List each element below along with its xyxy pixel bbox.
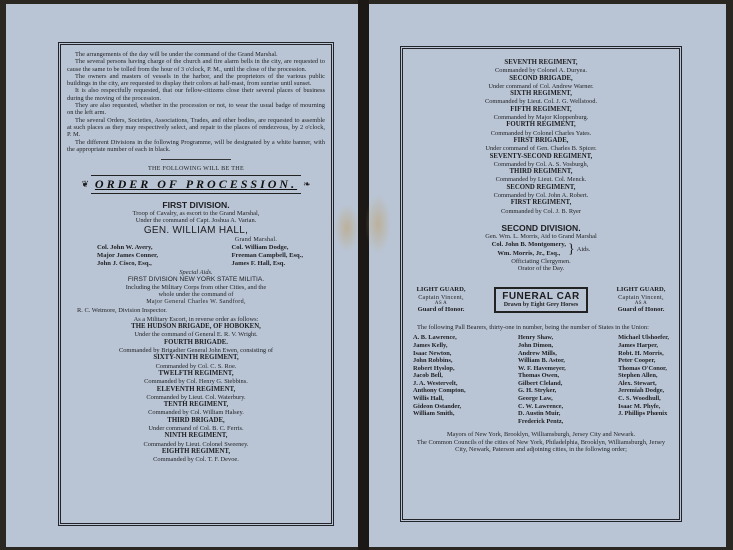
militia-heading: FIRST DIVISION NEW YORK STATE MILITIA. bbox=[127, 275, 265, 283]
second-division-heading: SECOND DIVISION. bbox=[501, 222, 581, 233]
funeral-car-horses: Drawn by Eight Grey Horses bbox=[503, 302, 579, 309]
unit-name: SIXTH REGIMENT, bbox=[510, 90, 572, 98]
militia-commander: Major General Charles W. Sandford, bbox=[146, 298, 246, 305]
orator-line: Orator of the Day. bbox=[517, 265, 565, 273]
militia-line: whole under the command of bbox=[158, 291, 234, 299]
unit-name: FOURTH REGIMENT, bbox=[506, 121, 576, 129]
aid-name: Col. William Dodge, bbox=[231, 243, 289, 251]
regiments-list bbox=[409, 59, 673, 215]
unit-command: Commanded by Lieut. Col. J. G. Wellstood. bbox=[484, 98, 598, 106]
unit-command: Commanded by Col. William Halsey. bbox=[148, 409, 244, 417]
councils-line: The Common Councils of the cities of New York, Philadelphia, Brooklyn, Williamsburgh, Jersey City, Newark, Paterson and adjoining cities, in the following order; bbox=[416, 438, 666, 454]
pall-bearer: Robert Hyslop, bbox=[413, 364, 455, 372]
grand-marshal-name: GEN. WILLIAM HALL, bbox=[143, 224, 249, 236]
unit-name: FIRST BRIGADE, bbox=[513, 136, 569, 144]
guard-honor: Guard of Honor. bbox=[417, 305, 465, 313]
pall-bearer: Thomas O'Conor, bbox=[618, 364, 667, 372]
unit-command: Commanded by Col. Henry G. Stebbins. bbox=[144, 378, 248, 386]
aids-group bbox=[409, 241, 673, 258]
pall-bearer: Gilbert Cleland, bbox=[517, 379, 563, 387]
funeral-car-title: FUNERAL CAR bbox=[502, 291, 580, 303]
pall-bearers-col-1 bbox=[413, 334, 466, 425]
hoboken-command: Under the command of General E. R. V. Wright. bbox=[134, 331, 258, 339]
guard-as-a: AS A bbox=[634, 300, 648, 306]
guard-as-a: AS A bbox=[434, 300, 448, 306]
guard-captain: Captain Vincent, bbox=[618, 294, 664, 301]
unit-name: SEVENTY-SECOND REGIMENT, bbox=[489, 152, 593, 160]
intro-line: It is also respectfully requested, that our fellow-citizens close their several places of business during the moving of the procession. bbox=[67, 87, 325, 102]
unit-command: Under command of Col. Andrew Warner. bbox=[488, 82, 594, 90]
mayors-line: Mayors of New York, Brooklyn, Williamsburgh, Jersey City and Newark. bbox=[446, 431, 636, 439]
pall-bearers-list bbox=[409, 334, 673, 425]
division-inspector: R. C. Wetmore, Division Inspector. bbox=[77, 306, 167, 314]
unit-name: EIGHTH REGIMENT, bbox=[161, 447, 231, 455]
pall-bearer: James Harper, bbox=[618, 341, 658, 349]
unit-name: TWELFTH REGIMENT, bbox=[158, 369, 234, 377]
unit-command: Commanded by Col. A. S. Vosburgh, bbox=[493, 160, 589, 168]
banner-flourish-left-icon: ❦ bbox=[81, 179, 89, 190]
order-banner-text: ORDER OF PROCESSION. bbox=[91, 175, 301, 194]
unit-command: Commanded by Brigadier General John Ewen, consisting of bbox=[118, 347, 274, 355]
pall-bearer: Alex. Stewart, bbox=[618, 379, 657, 387]
aids-right bbox=[232, 244, 304, 269]
pall-bearer: C. W. Lawrence, bbox=[517, 402, 564, 410]
unit-name: SECOND BRIGADE, bbox=[509, 74, 573, 82]
pall-bearer: William B. Astor, bbox=[517, 357, 565, 365]
aids-label: Aids. bbox=[576, 245, 591, 253]
divider bbox=[161, 159, 231, 160]
aid-name: Freeman Campbell, Esq., bbox=[231, 252, 303, 260]
aid-name: James F. Hall, Esq. bbox=[231, 260, 286, 268]
unit-command: Commanded by Lieut. Col. Waterbury. bbox=[146, 393, 246, 401]
escort-line: As a Military Escort, in reverse order as follows: bbox=[133, 315, 259, 323]
unit-command: Commanded by Col. C. S. Roe. bbox=[155, 362, 237, 370]
unit-name: FIFTH REGIMENT, bbox=[510, 105, 572, 113]
brace-icon: } bbox=[567, 241, 575, 257]
clergymen-line: Officiating Clergymen. bbox=[511, 257, 571, 265]
unit-name: NINTH REGIMENT, bbox=[164, 432, 228, 440]
unit-name: FIRST REGIMENT, bbox=[510, 199, 572, 207]
intro-line: The owners and masters of vessels in the harbor, and the proprietors of the various public buildings in the city, are requested to display their colors at half-mast, from sunrise until sunset. bbox=[67, 72, 325, 88]
pall-bearer: C. S. Woodhull, bbox=[618, 395, 661, 403]
pall-bearer: Henry Shaw, bbox=[517, 334, 554, 342]
intro-line: The several Orders, Societies, Associations, Trades, and other bodies, are requested to assemble at such places as they may respectively select, and repair to the places of rendezvous, by 2 o'clock, P. M. bbox=[67, 116, 325, 139]
pall-bearer: J. A. Westervelt, bbox=[413, 379, 458, 387]
left-page-border bbox=[58, 42, 334, 526]
unit-command: Commanded by Col. J. B. Ryer bbox=[501, 207, 581, 215]
book-gutter bbox=[358, 0, 369, 550]
light-guard-right bbox=[609, 286, 673, 314]
grand-marshal-title: Grand Marshal. bbox=[234, 236, 278, 243]
aid-name: Col. John B. Montgomery, bbox=[491, 241, 566, 249]
left-page bbox=[6, 4, 358, 547]
unit-name: THIRD BRIGADE, bbox=[167, 416, 225, 424]
unit-command: Commanded by Lieut. Col. Menck. bbox=[495, 176, 587, 184]
pall-bearers-col-3 bbox=[618, 334, 669, 425]
unit-command: Commanded by Colonel Charles Yates. bbox=[490, 129, 592, 137]
unit-command: Commanded by Major Kloppenburg. bbox=[493, 114, 589, 122]
pall-bearer: Michael Ulshoefer, bbox=[618, 334, 669, 342]
troop-line: Troop of Cavalry, as escort to the Grand Marshal, bbox=[132, 210, 260, 218]
pall-bearer: Frederick Pentz, bbox=[517, 417, 564, 425]
pall-bearer: George Law, bbox=[517, 395, 553, 403]
pall-bearer: J. Phillips Phœnix bbox=[618, 410, 668, 418]
pall-bearer: Jeremiah Dodge, bbox=[618, 387, 665, 395]
aids-columns bbox=[67, 243, 325, 269]
banner-flourish-right-icon: ❧ bbox=[303, 179, 311, 190]
unit-name: ELEVENTH REGIMENT, bbox=[156, 385, 236, 393]
pall-bearer: William Smith, bbox=[413, 410, 455, 418]
unit-name: SECOND REGIMENT, bbox=[506, 183, 576, 191]
aids-names bbox=[492, 241, 566, 258]
unit-command: Commanded by Lieut. Colonel Sweeney. bbox=[143, 440, 249, 448]
pall-bearer: Robt. H. Morris, bbox=[618, 349, 664, 357]
intro-paragraphs bbox=[67, 51, 325, 153]
pall-bearer: Andrew Mills, bbox=[517, 349, 557, 357]
pall-bearers-intro: The following Pall Bearers, thirty-one in number, being the number of States in the Union: bbox=[417, 324, 649, 332]
right-page-border bbox=[400, 46, 682, 522]
hoboken-brigade: THE HUDSON BRIGADE, OF HOBOKEN, bbox=[131, 323, 261, 331]
aid-name: Major James Conner, bbox=[97, 252, 158, 260]
unit-command: Commanded by Col. T. F. Devoe. bbox=[153, 456, 239, 464]
funeral-car-box bbox=[494, 287, 588, 313]
pall-bearer: John Dimon, bbox=[517, 341, 554, 349]
pall-bearer: Anthony Compton, bbox=[413, 387, 466, 395]
unit-name: SIXTY-NINTH REGIMENT, bbox=[153, 354, 239, 362]
right-page bbox=[369, 4, 726, 547]
guard-title: LIGHT GUARD, bbox=[616, 286, 666, 294]
aid-name: Wm. Morris, Jr., Esq., bbox=[497, 249, 561, 257]
intro-line: The different Divisions in the following Programme, will be designated by a white banner, with the appropriate number of each in black. bbox=[67, 138, 325, 153]
light-guard-left bbox=[409, 286, 473, 314]
unit-command: Under command of Col. B. C. Ferris. bbox=[148, 424, 244, 432]
unit-command: Commanded by Colonel A. Duryea. bbox=[495, 67, 587, 75]
pall-bearer: G. H. Stryker, bbox=[517, 387, 557, 395]
aid-name: John J. Cisco, Esq., bbox=[97, 260, 152, 268]
pall-bearer: Stephen Allen, bbox=[618, 372, 658, 380]
first-division-heading: FIRST DIVISION. bbox=[162, 200, 230, 211]
special-aids-label: Special Aids. bbox=[179, 268, 213, 276]
pall-bearer: D. Austin Muir, bbox=[517, 410, 561, 418]
pall-bearer: A. B. Lawrence, bbox=[413, 334, 457, 342]
pall-bearer: Willis Hall, bbox=[413, 395, 444, 403]
unit-command: Under command of Gen. Charles B. Spicer. bbox=[485, 145, 597, 153]
pall-bearer: Isaac Newton, bbox=[413, 349, 452, 357]
following-caption: THE FOLLOWING WILL BE THE bbox=[147, 166, 245, 173]
guard-title: LIGHT GUARD, bbox=[416, 286, 466, 294]
pall-bearer: W. F. Havemeyer, bbox=[517, 364, 566, 372]
troop-command: Under the command of Capt. Joshua A. Varian. bbox=[135, 217, 257, 225]
intro-line: They are also requested, whether in the procession or not, to wear the usual badge of mourning on the left arm. bbox=[67, 102, 325, 117]
intro-line: The several persons having charge of the church and fire alarm bells in the city, are requested to cause the same to be tolled from the hour of 3 o'clock, P. M., until the close of the procession. bbox=[67, 58, 325, 73]
order-banner bbox=[67, 175, 325, 194]
unit-name: THIRD REGIMENT, bbox=[509, 168, 573, 176]
pall-bearer: Gideon Ostander, bbox=[413, 402, 462, 410]
pall-bearer: Isaac M. Phyfe, bbox=[618, 402, 661, 410]
unit-name: SEVENTH REGIMENT, bbox=[504, 59, 578, 66]
pall-bearer: Jacob Bell, bbox=[413, 372, 443, 380]
aid-to-marshal: Gen. Wm. L. Morris, Aid to Grand Marshal bbox=[485, 232, 597, 240]
militia-line: Including the Military Corps from other Cities, and the bbox=[125, 283, 267, 291]
unit-name: TENTH REGIMENT, bbox=[163, 401, 229, 409]
funeral-car-row bbox=[409, 286, 673, 314]
pall-bearer: Thomas Owen, bbox=[517, 372, 560, 380]
paper-stain bbox=[365, 194, 391, 254]
pall-bearer: James Kelly, bbox=[413, 341, 448, 349]
pall-bearers-col-2 bbox=[518, 334, 566, 425]
guard-captain: Captain Vincent, bbox=[418, 294, 464, 301]
unit-command: Commanded by Col. John A. Robert. bbox=[493, 192, 589, 200]
guard-honor: Guard of Honor. bbox=[617, 305, 665, 313]
pall-bearer: Peter Cooper, bbox=[618, 357, 656, 365]
intro-line: The arrangements of the day will be under the command of the Grand Marshal. bbox=[75, 51, 278, 58]
paper-stain bbox=[334, 204, 360, 252]
aids-left bbox=[97, 244, 158, 269]
pall-bearer: John Robbins, bbox=[413, 357, 453, 365]
aid-name: Col. John W. Avery, bbox=[97, 243, 153, 251]
unit-name: FOURTH BRIGADE. bbox=[164, 338, 228, 346]
